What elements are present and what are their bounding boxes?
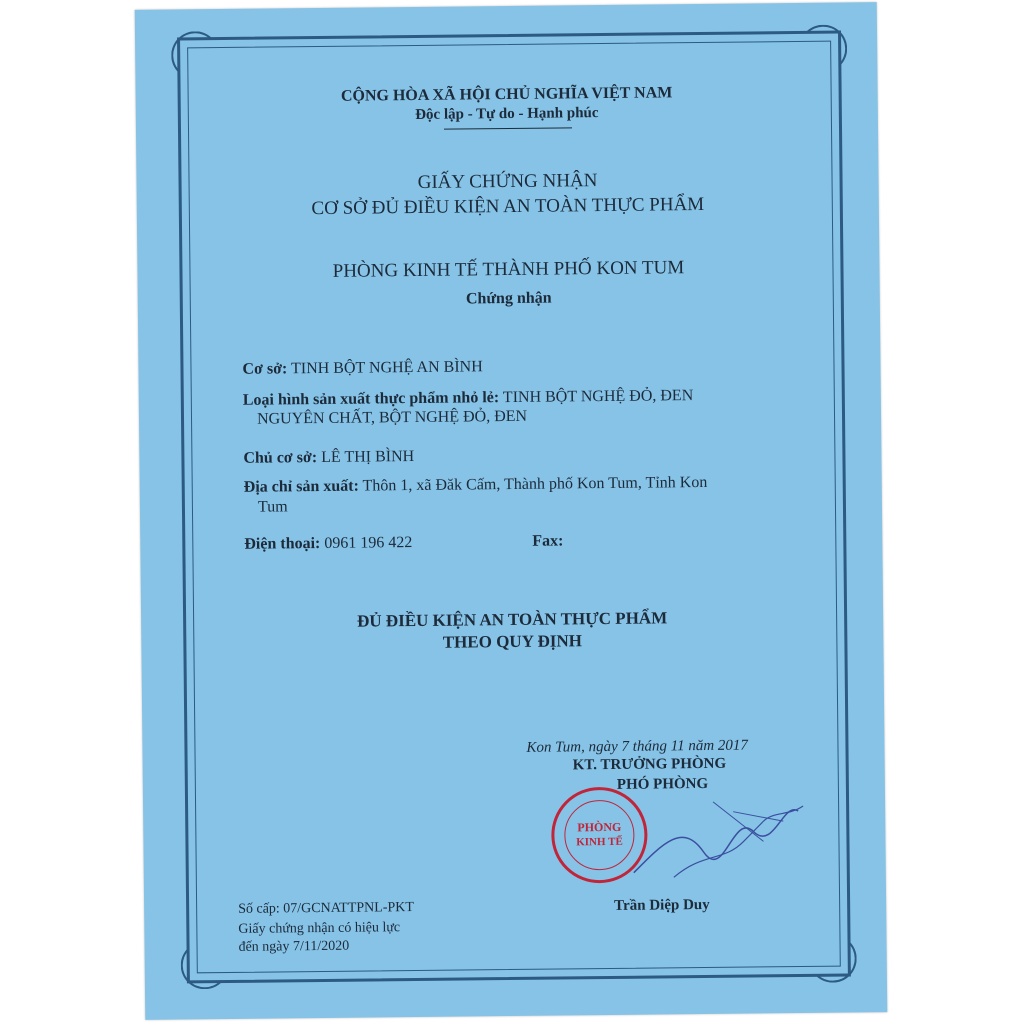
conclusion-line-2: THEO QUY ĐỊNH: [442, 631, 583, 652]
address-value-continued: Tum: [257, 498, 288, 516]
certificate-content: [135, 2, 888, 1020]
address-row: [244, 474, 708, 497]
facility-label: Cơ sở:: [242, 360, 288, 378]
certifies-label: Chứng nhận: [465, 289, 552, 308]
fax-label: Fax:: [532, 532, 564, 550]
national-title: CỘNG HÒA XÃ HỘI CHỦ NGHĨA VIỆT NAM: [340, 84, 673, 105]
signer-position-1: KT. TRƯỞNG PHÒNG: [572, 755, 727, 774]
stamp-text-line-2: KINH TẾ: [576, 835, 623, 849]
issuing-department: PHÒNG KINH TẾ THÀNH PHỐ KON TUM: [332, 257, 685, 282]
production-type-value-continued: NGUYÊN CHẤT, BỘT NGHỆ ĐỎ, ĐEN: [256, 407, 528, 428]
phone-value: 0961 196 422: [324, 534, 413, 552]
address-label: Địa chỉ sản xuất:: [243, 477, 359, 496]
conclusion-line-1: ĐỦ ĐIỀU KIỆN AN TOÀN THỰC PHẨM: [356, 608, 668, 631]
stamp-text-line-1: PHÒNG: [577, 819, 622, 835]
production-type-row: [243, 387, 694, 410]
motto-underline: [444, 127, 572, 129]
phone-label: Điện thoại:: [244, 534, 321, 553]
facility-row: [242, 358, 482, 379]
validity-line-1: Giấy chứng nhận có hiệu lực: [238, 920, 401, 937]
address-value: Thôn 1, xã Đăk Cấm, Thành phố Kon Tum, Tỉnh Kon: [362, 473, 708, 495]
national-motto: Độc lập - Tự do - Hạnh phúc: [415, 105, 599, 123]
certificate-paper: [135, 2, 888, 1020]
certificate-subtitle: CƠ SỞ ĐỦ ĐIỀU KIỆN AN TOÀN THỰC PHẨM: [311, 193, 705, 220]
owner-value: LÊ THỊ BÌNH: [321, 448, 415, 466]
handwritten-signature-icon: [613, 781, 814, 893]
certificate-title: GIẤY CHỨNG NHẬN: [417, 170, 598, 193]
production-type-value: TINH BỘT NGHỆ ĐỎ, ĐEN: [502, 387, 694, 407]
certificate-number: Số cấp: 07/GCNATTPNL-PKT: [238, 900, 415, 917]
signer-position-2: PHÓ PHÒNG: [616, 775, 709, 793]
facility-value: TINH BỘT NGHỆ AN BÌNH: [290, 358, 483, 378]
production-type-label: Loại hình sản xuất thực phẩm nhỏ lẻ:: [242, 389, 500, 409]
validity-line-2: đến ngày 7/11/2020: [238, 938, 350, 955]
phone-row: [244, 534, 412, 554]
owner-label: Chủ cơ sở:: [243, 449, 318, 467]
owner-row: [243, 448, 414, 468]
signer-name: Trần Diệp Duy: [614, 896, 710, 914]
place-and-date: Kon Tum, ngày 7 tháng 11 năm 2017: [526, 737, 748, 756]
